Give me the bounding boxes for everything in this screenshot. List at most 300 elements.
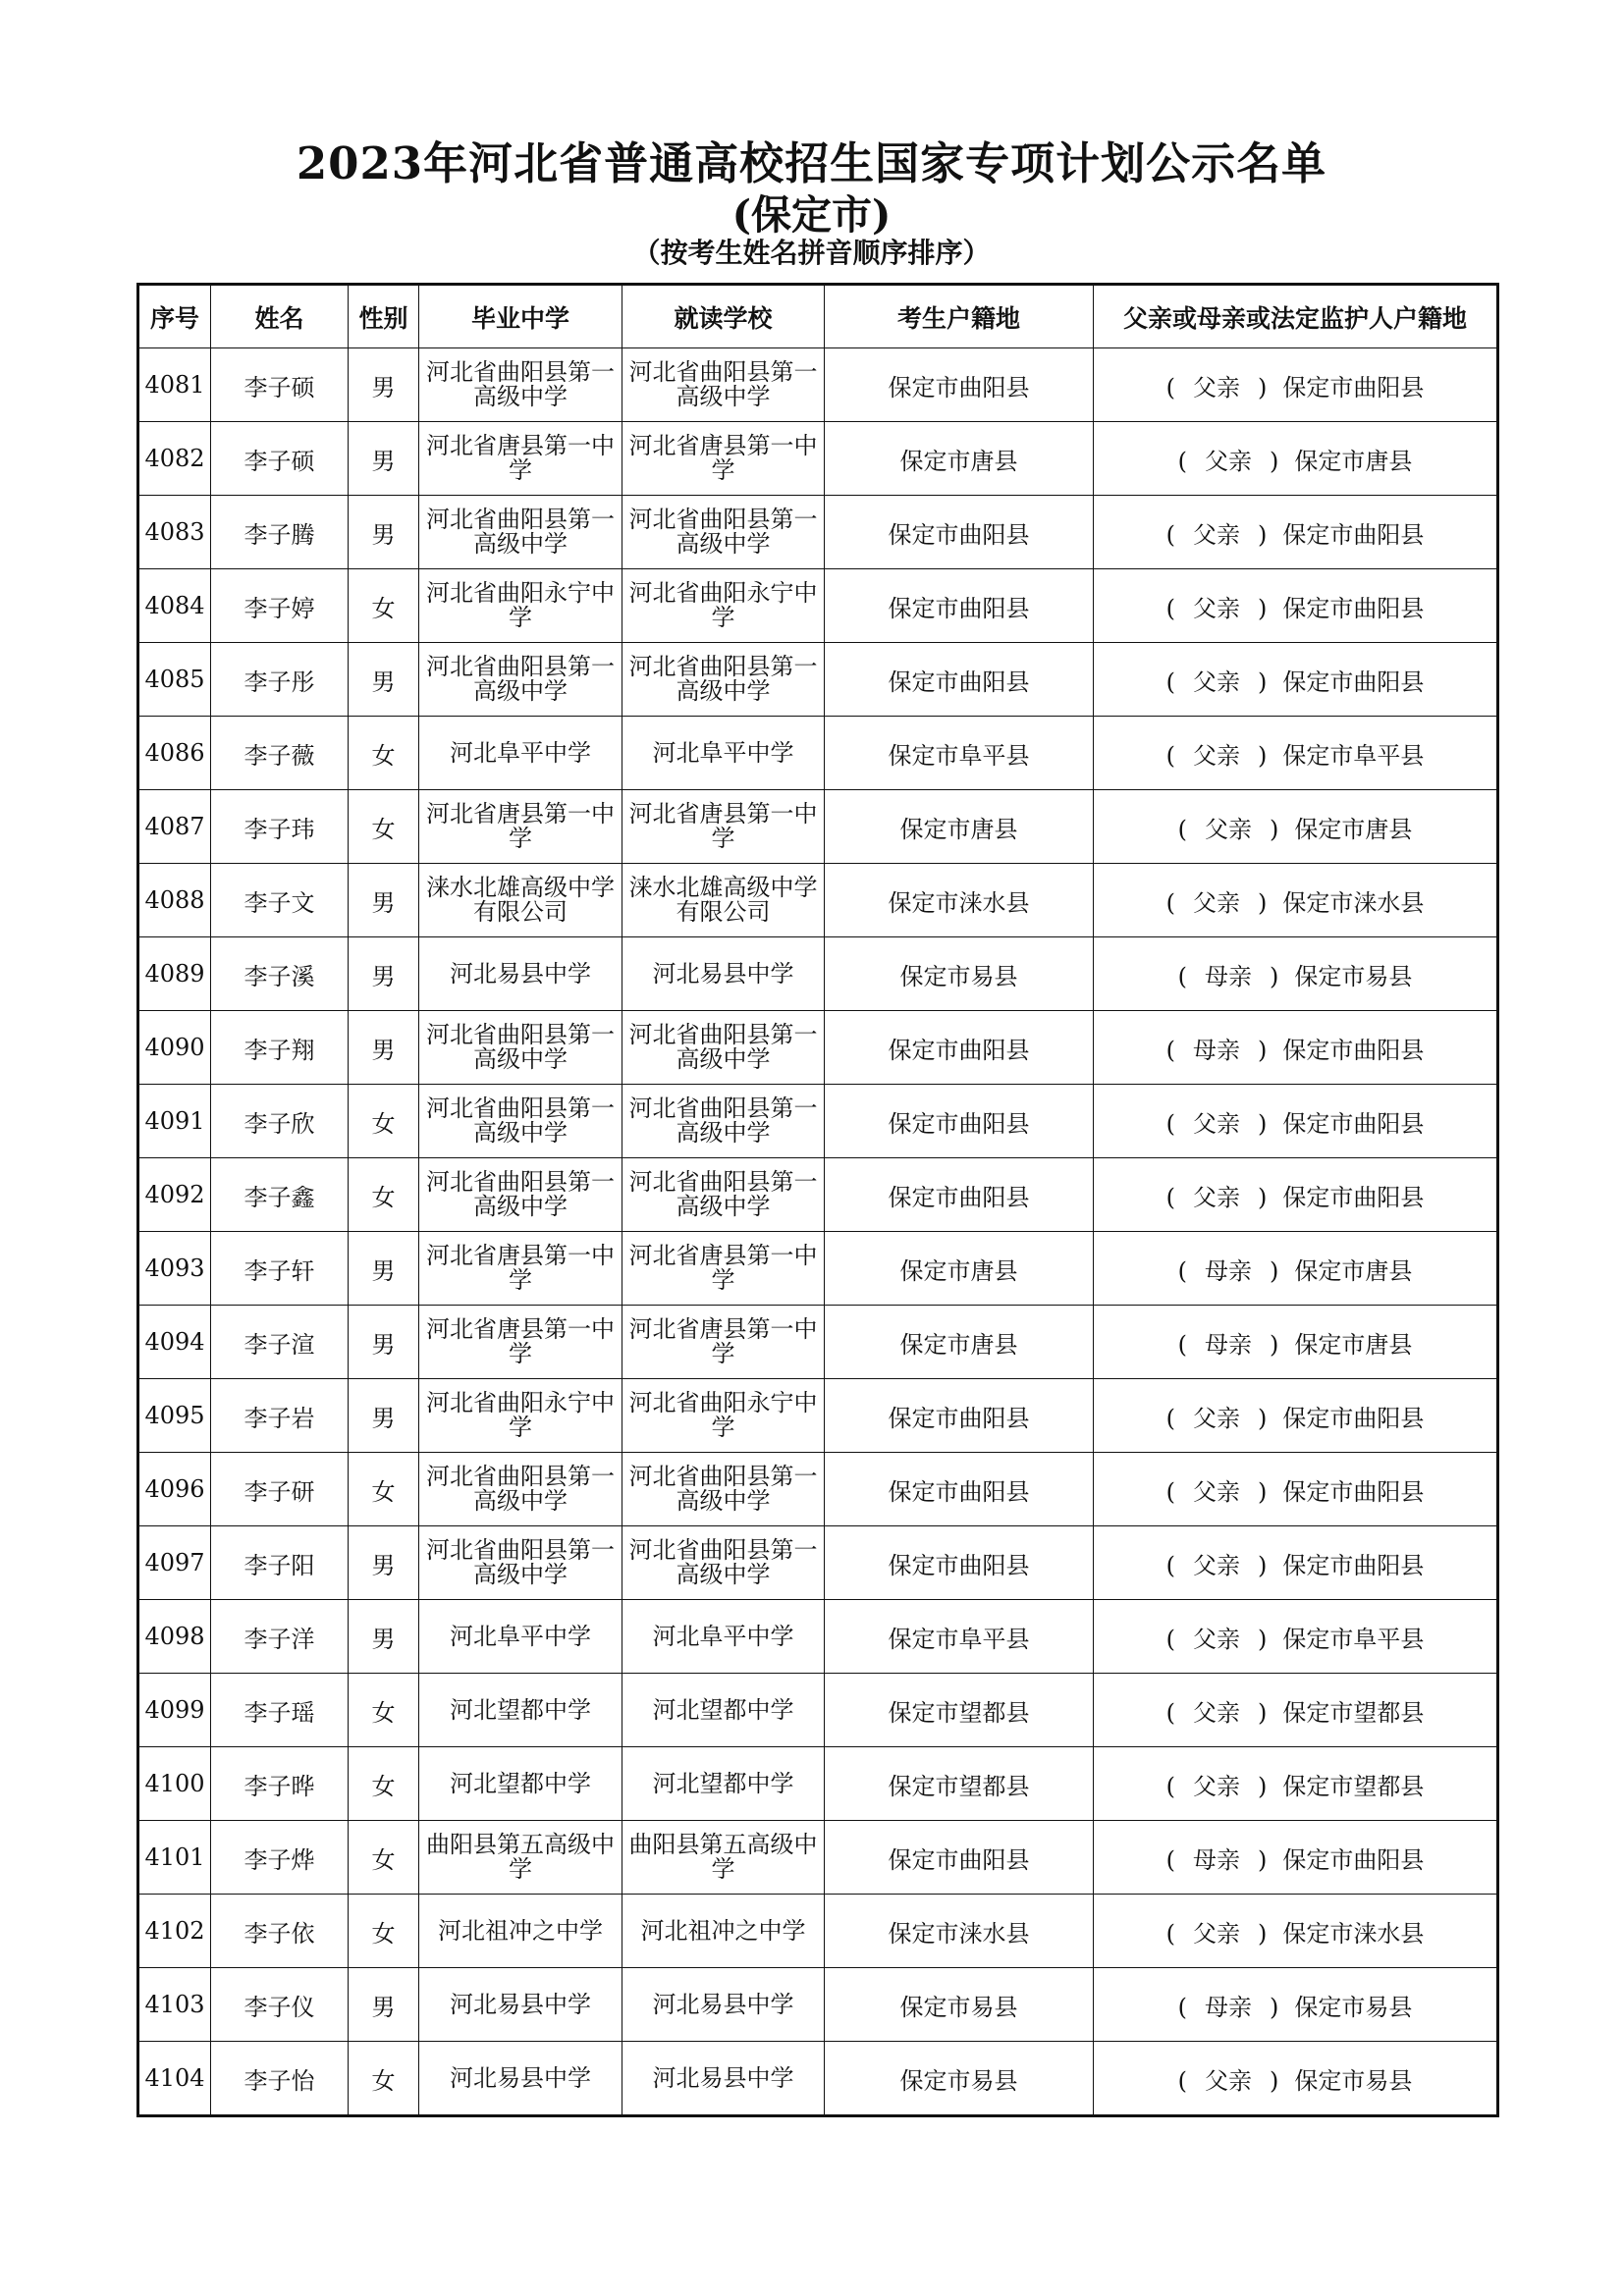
cell-grad-school: 河北祖冲之中学 (419, 1895, 622, 1968)
cell-grad-school: 河北省唐县第一中学 (419, 1306, 622, 1379)
cell-current-school: 河北易县中学 (622, 937, 825, 1011)
cell-gender: 女 (349, 1085, 419, 1158)
guardian-residence: 保定市易县 (1294, 1993, 1413, 2021)
cell-gender: 女 (349, 1821, 419, 1895)
table-row (138, 1526, 1498, 1600)
paren-close: ) (1270, 962, 1279, 990)
cell-current-school: 河北省曲阳县第一高级中学 (622, 643, 825, 717)
cell-guardian-residence (1094, 2042, 1498, 2116)
paren-open: ( (1165, 594, 1175, 622)
cell-name: 李子依 (211, 1895, 349, 1968)
cell-current-school: 河北望都中学 (622, 1747, 825, 1821)
cell-guardian-residence (1094, 717, 1498, 790)
guardian-relation: 父亲 (1193, 1183, 1240, 1211)
guardian-residence: 保定市阜平县 (1282, 1625, 1425, 1653)
cell-name: 李子薇 (211, 717, 349, 790)
guardian-residence: 保定市涞水县 (1282, 888, 1425, 917)
cell-residence: 保定市曲阳县 (825, 1379, 1094, 1453)
cell-name: 李子烨 (211, 1821, 349, 1895)
cell-grad-school: 河北省唐县第一中学 (419, 1232, 622, 1306)
cell-residence: 保定市曲阳县 (825, 496, 1094, 569)
cell-current-school: 河北省曲阳县第一高级中学 (622, 1085, 825, 1158)
table-row (138, 1453, 1498, 1526)
cell-guardian-residence (1094, 1379, 1498, 1453)
cell-current-school: 河北省曲阳永宁中学 (622, 1379, 825, 1453)
cell-current-school: 河北省唐县第一中学 (622, 422, 825, 496)
cell-grad-school: 河北省曲阳县第一高级中学 (419, 1453, 622, 1526)
cell-guardian-residence (1094, 1011, 1498, 1085)
cell-grad-school: 河北易县中学 (419, 937, 622, 1011)
paren-open: ( (1177, 962, 1187, 990)
cell-name: 李子晔 (211, 1747, 349, 1821)
cell-no: 4091 (138, 1085, 211, 1158)
cell-no: 4098 (138, 1600, 211, 1674)
paren-open: ( (1165, 373, 1175, 401)
paren-close: ) (1258, 1036, 1268, 1064)
cell-residence: 保定市望都县 (825, 1747, 1094, 1821)
cell-residence: 保定市唐县 (825, 422, 1094, 496)
cell-name: 李子阳 (211, 1526, 349, 1600)
cell-grad-school: 河北易县中学 (419, 1968, 622, 2042)
cell-gender: 女 (349, 1895, 419, 1968)
cell-gender: 男 (349, 1600, 419, 1674)
cell-guardian-residence (1094, 1306, 1498, 1379)
cell-residence: 保定市曲阳县 (825, 643, 1094, 717)
guardian-relation: 父亲 (1193, 1109, 1240, 1138)
paren-close: ) (1258, 594, 1268, 622)
cell-no: 4090 (138, 1011, 211, 1085)
guardian-residence: 保定市曲阳县 (1282, 1551, 1425, 1579)
guardian-residence: 保定市易县 (1294, 2066, 1413, 2095)
cell-gender: 女 (349, 1674, 419, 1747)
table-row (138, 496, 1498, 569)
guardian-residence: 保定市望都县 (1282, 1698, 1425, 1727)
guardian-relation: 母亲 (1193, 1036, 1240, 1064)
paren-close: ) (1258, 373, 1268, 401)
paren-open: ( (1165, 1698, 1175, 1727)
cell-gender: 男 (349, 496, 419, 569)
paren-open: ( (1165, 1772, 1175, 1800)
cell-current-school: 河北易县中学 (622, 1968, 825, 2042)
table-row (138, 1158, 1498, 1232)
cell-residence: 保定市涞水县 (825, 864, 1094, 937)
guardian-relation: 父亲 (1193, 1625, 1240, 1653)
paren-open: ( (1165, 1625, 1175, 1653)
paren-open: ( (1165, 1183, 1175, 1211)
cell-gender: 女 (349, 1747, 419, 1821)
cell-residence: 保定市曲阳县 (825, 1085, 1094, 1158)
cell-grad-school: 河北省唐县第一中学 (419, 422, 622, 496)
cell-no: 4085 (138, 643, 211, 717)
guardian-residence: 保定市曲阳县 (1282, 373, 1425, 401)
table-row (138, 1968, 1498, 2042)
cell-guardian-residence (1094, 937, 1498, 1011)
cell-name: 李子欣 (211, 1085, 349, 1158)
cell-gender: 女 (349, 1453, 419, 1526)
guardian-relation: 母亲 (1205, 962, 1252, 990)
guardian-residence: 保定市曲阳县 (1282, 1845, 1425, 1874)
table-body (138, 348, 1498, 2116)
cell-guardian-residence (1094, 496, 1498, 569)
cell-guardian-residence (1094, 1085, 1498, 1158)
cell-grad-school: 河北省曲阳县第一高级中学 (419, 348, 622, 422)
cell-name: 李子鑫 (211, 1158, 349, 1232)
cell-no: 4100 (138, 1747, 211, 1821)
cell-name: 李子玮 (211, 790, 349, 864)
guardian-relation: 父亲 (1193, 1919, 1240, 1948)
cell-gender: 男 (349, 864, 419, 937)
paren-open: ( (1165, 1845, 1175, 1874)
guardian-residence: 保定市易县 (1294, 962, 1413, 990)
paren-close: ) (1258, 1845, 1268, 1874)
paren-close: ) (1270, 2066, 1279, 2095)
cell-no: 4088 (138, 864, 211, 937)
cell-grad-school: 河北省曲阳永宁中学 (419, 1379, 622, 1453)
cell-name: 李子硕 (211, 348, 349, 422)
guardian-residence: 保定市涞水县 (1282, 1919, 1425, 1948)
paren-open: ( (1177, 1256, 1187, 1285)
cell-current-school: 河北省曲阳县第一高级中学 (622, 1453, 825, 1526)
table-row (138, 1600, 1498, 1674)
paren-close: ) (1258, 1551, 1268, 1579)
cell-grad-school: 涞水北雄高级中学有限公司 (419, 864, 622, 937)
table-row (138, 643, 1498, 717)
guardian-residence: 保定市曲阳县 (1282, 667, 1425, 696)
guardian-residence: 保定市阜平县 (1282, 741, 1425, 770)
cell-grad-school: 河北省曲阳永宁中学 (419, 569, 622, 643)
guardian-residence: 保定市曲阳县 (1282, 1183, 1425, 1211)
guardian-residence: 保定市曲阳县 (1282, 1109, 1425, 1138)
guardian-residence: 保定市唐县 (1294, 1330, 1413, 1359)
cell-residence: 保定市阜平县 (825, 717, 1094, 790)
table-row (138, 422, 1498, 496)
cell-guardian-residence (1094, 1747, 1498, 1821)
paren-close: ) (1258, 1772, 1268, 1800)
cell-gender: 男 (349, 643, 419, 717)
paren-close: ) (1258, 1404, 1268, 1432)
cell-gender: 男 (349, 937, 419, 1011)
header-no: 序号 (138, 285, 211, 348)
document-subtitle: （按考生姓名拼音顺序排序） (632, 237, 991, 269)
cell-gender: 男 (349, 348, 419, 422)
table-row (138, 348, 1498, 422)
cell-guardian-residence (1094, 1453, 1498, 1526)
cell-no: 4087 (138, 790, 211, 864)
guardian-relation: 父亲 (1193, 1551, 1240, 1579)
cell-no: 4097 (138, 1526, 211, 1600)
paren-close: ) (1258, 1109, 1268, 1138)
cell-current-school: 河北省唐县第一中学 (622, 1306, 825, 1379)
cell-guardian-residence (1094, 1526, 1498, 1600)
cell-current-school: 河北省曲阳县第一高级中学 (622, 496, 825, 569)
cell-no: 4103 (138, 1968, 211, 2042)
cell-guardian-residence (1094, 1158, 1498, 1232)
cell-guardian-residence (1094, 864, 1498, 937)
guardian-residence: 保定市唐县 (1294, 447, 1413, 475)
cell-current-school: 河北省曲阳县第一高级中学 (622, 1526, 825, 1600)
cell-name: 李子仪 (211, 1968, 349, 2042)
cell-current-school: 河北易县中学 (622, 2042, 825, 2116)
cell-grad-school: 河北省曲阳县第一高级中学 (419, 1158, 622, 1232)
guardian-relation: 母亲 (1205, 1330, 1252, 1359)
cell-no: 4094 (138, 1306, 211, 1379)
cell-no: 4084 (138, 569, 211, 643)
cell-name: 李子洋 (211, 1600, 349, 1674)
guardian-relation: 父亲 (1193, 1477, 1240, 1506)
table-row (138, 937, 1498, 1011)
cell-residence: 保定市易县 (825, 1968, 1094, 2042)
cell-residence: 保定市唐县 (825, 1306, 1094, 1379)
paren-open: ( (1177, 815, 1187, 843)
cell-current-school: 河北省唐县第一中学 (622, 790, 825, 864)
cell-name: 李子文 (211, 864, 349, 937)
cell-guardian-residence (1094, 1895, 1498, 1968)
paren-open: ( (1177, 1993, 1187, 2021)
table-row (138, 717, 1498, 790)
cell-no: 4096 (138, 1453, 211, 1526)
paren-close: ) (1270, 1330, 1279, 1359)
table-row (138, 790, 1498, 864)
guardian-residence: 保定市望都县 (1282, 1772, 1425, 1800)
cell-grad-school: 河北省曲阳县第一高级中学 (419, 1011, 622, 1085)
paren-close: ) (1258, 888, 1268, 917)
header-name: 姓名 (211, 285, 349, 348)
cell-residence: 保定市曲阳县 (825, 1453, 1094, 1526)
guardian-relation: 父亲 (1193, 888, 1240, 917)
guardian-relation: 母亲 (1193, 1845, 1240, 1874)
cell-no: 4099 (138, 1674, 211, 1747)
cell-residence: 保定市唐县 (825, 790, 1094, 864)
table-row (138, 1895, 1498, 1968)
document-city: (保定市) (731, 191, 892, 239)
cell-name: 李子翔 (211, 1011, 349, 1085)
paren-close: ) (1258, 1625, 1268, 1653)
cell-gender: 男 (349, 1968, 419, 2042)
guardian-relation: 父亲 (1193, 1772, 1240, 1800)
table-row (138, 1379, 1498, 1453)
table-row (138, 1821, 1498, 1895)
document-title: 2023年河北省普通高校招生国家专项计划公示名单 (296, 137, 1327, 189)
guardian-relation: 父亲 (1193, 741, 1240, 770)
paren-close: ) (1258, 520, 1268, 549)
cell-current-school: 涞水北雄高级中学有限公司 (622, 864, 825, 937)
cell-residence: 保定市阜平县 (825, 1600, 1094, 1674)
cell-no: 4082 (138, 422, 211, 496)
paren-open: ( (1165, 1551, 1175, 1579)
cell-gender: 女 (349, 790, 419, 864)
paren-open: ( (1165, 888, 1175, 917)
paren-open: ( (1177, 2066, 1187, 2095)
paren-open: ( (1165, 520, 1175, 549)
cell-residence: 保定市易县 (825, 937, 1094, 1011)
cell-name: 李子岩 (211, 1379, 349, 1453)
table-header-row (138, 285, 1498, 348)
table-row (138, 1011, 1498, 1085)
cell-no: 4102 (138, 1895, 211, 1968)
cell-residence: 保定市曲阳县 (825, 1821, 1094, 1895)
guardian-relation: 父亲 (1193, 667, 1240, 696)
table-row (138, 2042, 1498, 2116)
cell-grad-school: 曲阳县第五高级中学 (419, 1821, 622, 1895)
guardian-relation: 母亲 (1205, 1256, 1252, 1285)
header-grad-school: 毕业中学 (419, 285, 622, 348)
cell-no: 4092 (138, 1158, 211, 1232)
cell-gender: 男 (349, 1011, 419, 1085)
cell-gender: 男 (349, 1379, 419, 1453)
cell-grad-school: 河北望都中学 (419, 1747, 622, 1821)
cell-guardian-residence (1094, 1674, 1498, 1747)
cell-no: 4089 (138, 937, 211, 1011)
cell-name: 李子溪 (211, 937, 349, 1011)
cell-current-school: 河北省曲阳县第一高级中学 (622, 1158, 825, 1232)
cell-name: 李子婷 (211, 569, 349, 643)
cell-current-school: 河北望都中学 (622, 1674, 825, 1747)
cell-current-school: 河北阜平中学 (622, 717, 825, 790)
table-row (138, 1674, 1498, 1747)
cell-current-school: 河北省唐县第一中学 (622, 1232, 825, 1306)
paren-close: ) (1258, 1183, 1268, 1211)
cell-residence: 保定市易县 (825, 2042, 1094, 2116)
paren-close: ) (1258, 1919, 1268, 1948)
cell-gender: 女 (349, 717, 419, 790)
cell-grad-school: 河北阜平中学 (419, 717, 622, 790)
paren-open: ( (1165, 1404, 1175, 1432)
guardian-residence: 保定市曲阳县 (1282, 594, 1425, 622)
paren-close: ) (1258, 667, 1268, 696)
cell-grad-school: 河北省曲阳县第一高级中学 (419, 496, 622, 569)
cell-current-school: 曲阳县第五高级中学 (622, 1821, 825, 1895)
cell-gender: 女 (349, 2042, 419, 2116)
cell-current-school: 河北阜平中学 (622, 1600, 825, 1674)
cell-residence: 保定市曲阳县 (825, 1011, 1094, 1085)
paren-open: ( (1165, 1036, 1175, 1064)
cell-name: 李子腾 (211, 496, 349, 569)
paren-close: ) (1270, 815, 1279, 843)
guardian-relation: 父亲 (1193, 1698, 1240, 1727)
cell-residence: 保定市曲阳县 (825, 1526, 1094, 1600)
header-residence: 考生户籍地 (825, 285, 1094, 348)
guardian-relation: 父亲 (1205, 815, 1252, 843)
cell-no: 4081 (138, 348, 211, 422)
guardian-residence: 保定市唐县 (1294, 815, 1413, 843)
cell-residence: 保定市唐县 (825, 1232, 1094, 1306)
student-list-table (136, 283, 1499, 2117)
guardian-residence: 保定市唐县 (1294, 1256, 1413, 1285)
guardian-residence: 保定市曲阳县 (1282, 1404, 1425, 1432)
cell-residence: 保定市曲阳县 (825, 348, 1094, 422)
guardian-residence: 保定市曲阳县 (1282, 1477, 1425, 1506)
cell-no: 4086 (138, 717, 211, 790)
table-row (138, 1747, 1498, 1821)
cell-grad-school: 河北省唐县第一中学 (419, 790, 622, 864)
paren-open: ( (1165, 741, 1175, 770)
cell-gender: 男 (349, 422, 419, 496)
guardian-relation: 父亲 (1193, 373, 1240, 401)
cell-name: 李子彤 (211, 643, 349, 717)
cell-no: 4083 (138, 496, 211, 569)
table-row (138, 1306, 1498, 1379)
guardian-relation: 父亲 (1193, 594, 1240, 622)
cell-grad-school: 河北省曲阳县第一高级中学 (419, 643, 622, 717)
cell-guardian-residence (1094, 790, 1498, 864)
guardian-relation: 父亲 (1205, 2066, 1252, 2095)
table-row (138, 864, 1498, 937)
header-current-school: 就读学校 (622, 285, 825, 348)
cell-no: 4104 (138, 2042, 211, 2116)
cell-guardian-residence (1094, 643, 1498, 717)
cell-guardian-residence (1094, 1232, 1498, 1306)
cell-current-school: 河北省曲阳县第一高级中学 (622, 348, 825, 422)
cell-gender: 男 (349, 1526, 419, 1600)
paren-close: ) (1258, 1477, 1268, 1506)
paren-close: ) (1270, 1993, 1279, 2021)
header-guardian-residence: 父亲或母亲或法定监护人户籍地 (1094, 285, 1498, 348)
cell-guardian-residence (1094, 422, 1498, 496)
cell-no: 4093 (138, 1232, 211, 1306)
guardian-relation: 父亲 (1205, 447, 1252, 475)
header-gender: 性别 (349, 285, 419, 348)
table-row (138, 1232, 1498, 1306)
cell-no: 4095 (138, 1379, 211, 1453)
cell-guardian-residence (1094, 348, 1498, 422)
cell-guardian-residence (1094, 1821, 1498, 1895)
cell-residence: 保定市曲阳县 (825, 569, 1094, 643)
cell-no: 4101 (138, 1821, 211, 1895)
cell-guardian-residence (1094, 1600, 1498, 1674)
cell-grad-school: 河北省曲阳县第一高级中学 (419, 1526, 622, 1600)
cell-guardian-residence (1094, 1968, 1498, 2042)
cell-name: 李子怡 (211, 2042, 349, 2116)
cell-residence: 保定市涞水县 (825, 1895, 1094, 1968)
paren-open: ( (1177, 447, 1187, 475)
guardian-residence: 保定市曲阳县 (1282, 1036, 1425, 1064)
cell-current-school: 河北省曲阳永宁中学 (622, 569, 825, 643)
paren-open: ( (1177, 1330, 1187, 1359)
paren-open: ( (1165, 667, 1175, 696)
cell-name: 李子轩 (211, 1232, 349, 1306)
cell-name: 李子硕 (211, 422, 349, 496)
guardian-relation: 父亲 (1193, 1404, 1240, 1432)
cell-residence: 保定市曲阳县 (825, 1158, 1094, 1232)
table-row (138, 569, 1498, 643)
cell-grad-school: 河北省曲阳县第一高级中学 (419, 1085, 622, 1158)
cell-gender: 女 (349, 1158, 419, 1232)
paren-open: ( (1165, 1477, 1175, 1506)
cell-grad-school: 河北易县中学 (419, 2042, 622, 2116)
table-row (138, 1085, 1498, 1158)
paren-open: ( (1165, 1919, 1175, 1948)
cell-current-school: 河北省曲阳县第一高级中学 (622, 1011, 825, 1085)
guardian-relation: 父亲 (1193, 520, 1240, 549)
paren-close: ) (1270, 447, 1279, 475)
cell-gender: 女 (349, 569, 419, 643)
paren-close: ) (1258, 1698, 1268, 1727)
cell-name: 李子瑶 (211, 1674, 349, 1747)
paren-close: ) (1258, 741, 1268, 770)
cell-guardian-residence (1094, 569, 1498, 643)
guardian-residence: 保定市曲阳县 (1282, 520, 1425, 549)
paren-open: ( (1165, 1109, 1175, 1138)
cell-residence: 保定市望都县 (825, 1674, 1094, 1747)
cell-grad-school: 河北阜平中学 (419, 1600, 622, 1674)
cell-name: 李子研 (211, 1453, 349, 1526)
cell-gender: 男 (349, 1306, 419, 1379)
paren-close: ) (1270, 1256, 1279, 1285)
cell-name: 李子渲 (211, 1306, 349, 1379)
guardian-relation: 母亲 (1205, 1993, 1252, 2021)
cell-gender: 男 (349, 1232, 419, 1306)
cell-grad-school: 河北望都中学 (419, 1674, 622, 1747)
